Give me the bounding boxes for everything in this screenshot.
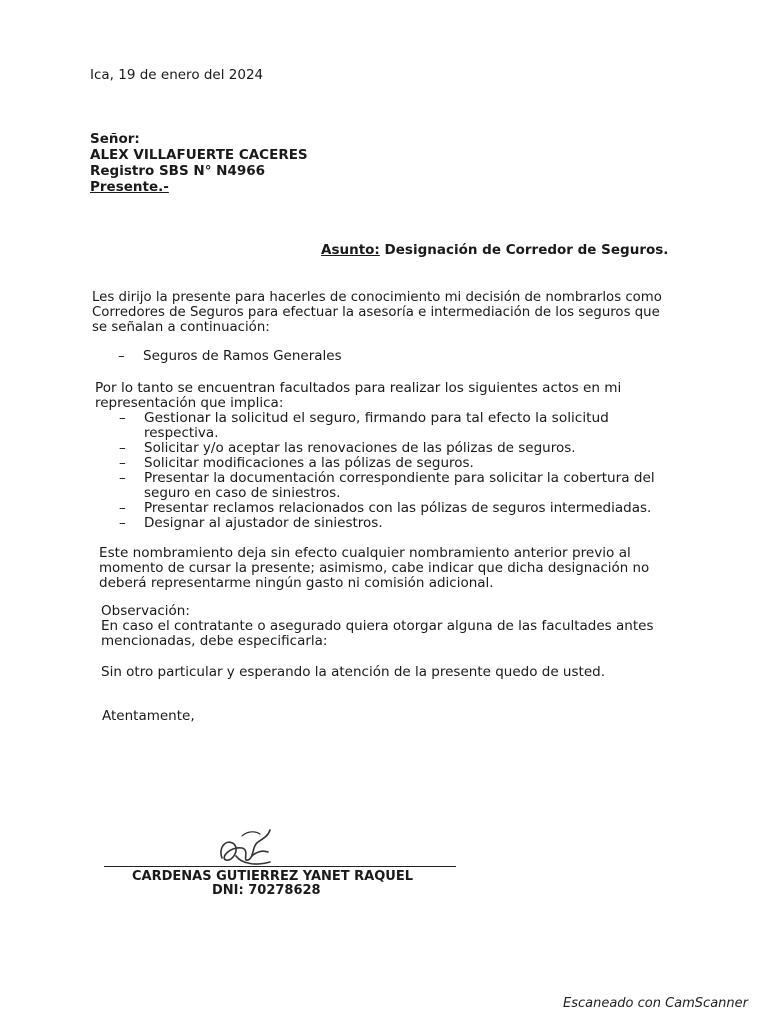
annulment-line-3: deberá representarme ningún gasto ni comisión adicional.: [99, 575, 494, 591]
powers-intro-line-1: Por lo tanto se encuentran facultados para realizar los siguientes actos en mi: [95, 380, 622, 396]
list-dash: –: [119, 455, 126, 471]
camscanner-watermark: Escaneado con CamScanner: [562, 996, 748, 1011]
insurance-item: Seguros de Ramos Generales: [143, 348, 342, 364]
observation-label: Observación:: [101, 603, 190, 619]
signer-name: CARDENAS GUTIERREZ YANET RAQUEL: [132, 869, 414, 884]
list-dash: –: [119, 440, 126, 456]
list-dash: –: [119, 500, 126, 516]
subject-text: Designación de Corredor de Seguros.: [384, 242, 669, 258]
list-dash: –: [119, 470, 126, 486]
intro-line-3: se señalan a continuación:: [92, 320, 270, 335]
power-item-4-cont: seguro en caso de siniestros.: [144, 485, 341, 501]
powers-intro-line-2: representación que implica:: [95, 395, 284, 411]
power-item-5: Presentar reclamos relacionados con las pólizas de seguros intermediadas.: [144, 500, 652, 516]
annulment-line-2: momento de cursar la presente; asimismo, cabe indicar que dicha designación no: [99, 561, 650, 576]
list-dash: –: [119, 515, 126, 531]
list-dash: –: [118, 348, 125, 364]
recipient-registry: Registro SBS N° N4966: [90, 163, 266, 179]
farewell: Atentamente,: [102, 708, 195, 724]
closing-line: Sin otro particular y esperando la atención de la presente quedo de usted.: [101, 664, 605, 680]
subject-label: Asunto:: [321, 242, 380, 258]
presente: Presente.-: [90, 179, 169, 195]
recipient-name: ALEX VILLAFUERTE CACERES: [90, 147, 308, 163]
signature-line: [104, 866, 456, 867]
list-dash: –: [119, 410, 126, 426]
power-item-4: Presentar la documentación correspondiente para solicitar la cobertura del: [144, 470, 655, 486]
intro-line-1: Les dirijo la presente para hacerles de conocimiento mi decisión de nombrarlos como: [92, 290, 662, 305]
observation-line-1: En caso el contratante o asegurado quiera otorgar alguna de las facultades antes: [101, 618, 654, 634]
subject-line: [321, 243, 668, 259]
power-item-6: Designar al ajustador de siniestros.: [144, 515, 383, 531]
salutation: Señor:: [90, 131, 140, 147]
observation-line-2: mencionadas, debe especificarla:: [101, 633, 328, 649]
annulment-line-1: Este nombramiento deja sin efecto cualquier nombramiento anterior previo al: [99, 545, 631, 561]
signer-dni: DNI: 70278628: [212, 883, 321, 898]
power-item-2: Solicitar y/o aceptar las renovaciones de las pólizas de seguros.: [144, 440, 576, 456]
power-item-3: Solicitar modificaciones a las pólizas de seguros.: [144, 455, 474, 471]
power-item-1-cont: respectiva.: [144, 425, 219, 441]
intro-line-2: Corredores de Seguros para efectuar la asesoría e intermediación de los seguros que: [92, 305, 660, 320]
power-item-1: Gestionar la solicitud el seguro, firmando para tal efecto la solicitud: [144, 410, 609, 426]
place-date: Ica, 19 de enero del 2024: [90, 67, 264, 83]
